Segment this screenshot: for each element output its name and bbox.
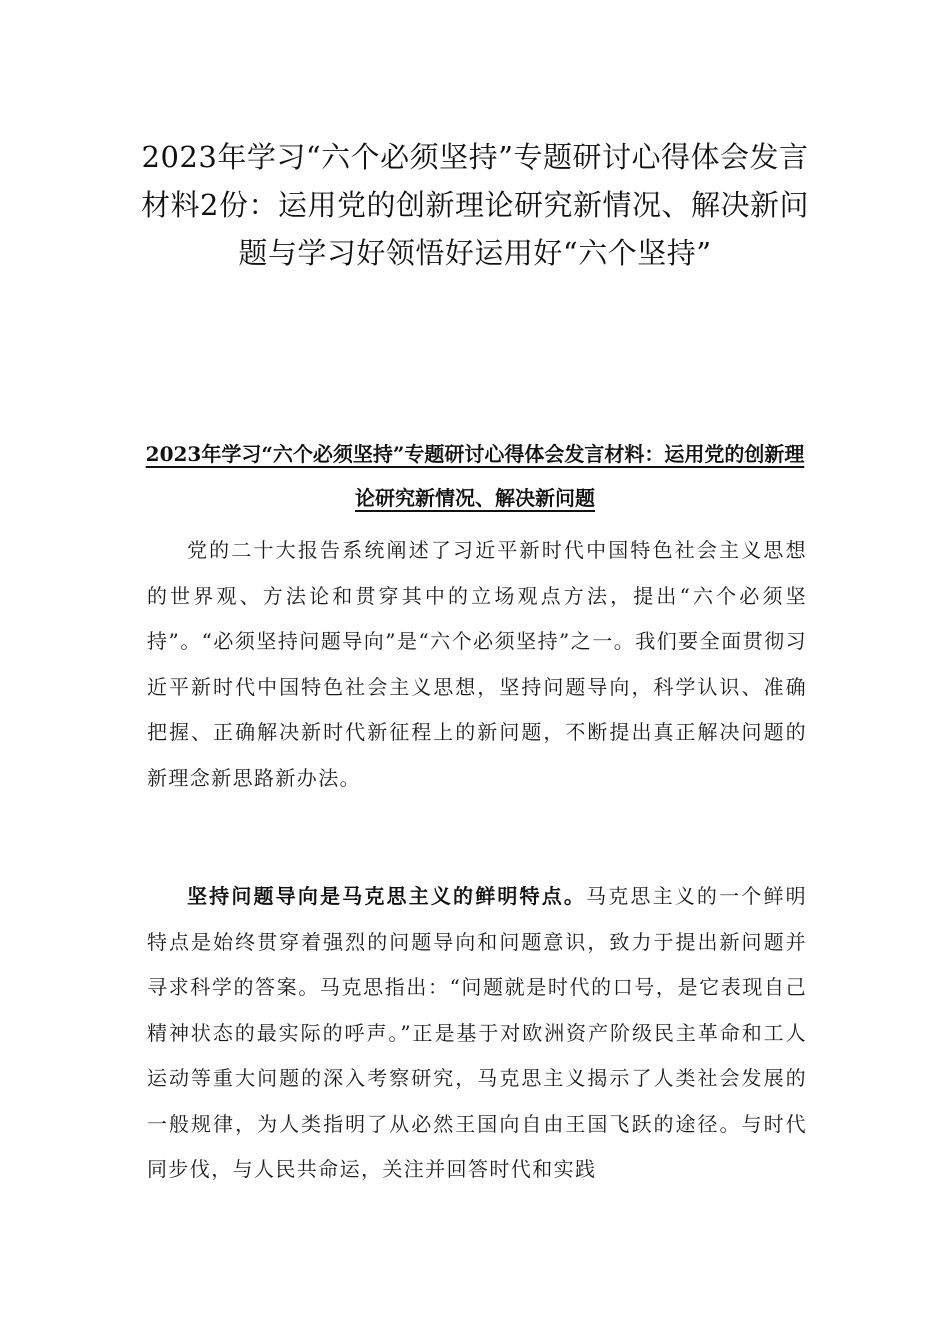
document-title: 2023年学习“六个必须坚持”专题研讨心得体会发言材料2份：运用党的创新理论研究新情况、解决新问题与学习好领悟好运用好“六个坚持”: [141, 140, 809, 270]
paragraph-problem-orientation: [147, 874, 807, 1193]
paragraph-intro: 党的二十大报告系统阐述了习近平新时代中国特色社会主义思想的世界观、方法论和贯穿其中的立场观点方法，提出“六个必须坚持”。“必须坚持问题导向”是“六个必须坚持”之一。我们要全面贯彻习近平新时代中国特色社会主义思想，坚持问题导向，科学认识、准确把握、正确解决新时代新征程上的新问题，不断提出真正解决问题的新理念新思路新办法。: [147, 538, 807, 790]
paragraph-lead-sentence: 坚持问题导向是马克思主义的鲜明特点。: [187, 884, 587, 908]
section-title: 2023年学习“六个必须坚持”专题研讨心得体会发言材料：运用党的创新理论研究新情况、解决新问题: [145, 442, 805, 510]
paragraph-body-text: 马克思主义的一个鲜明特点是始终贯穿着强烈的问题导向和问题意识，致力于提出新问题并寻求科学的答案。马克思指出：“问题就是时代的口号，是它表现自己精神状态的最实际的呼声。”正是基于对欧洲资产阶级民主革命和工人运动等重大问题的深入考察研究，马克思主义揭示了人类社会发展的一般规律，为人类指明了从必然王国向自由王国飞跃的途径。与时代同步伐，与人民共命运，关注并回答时代和实践: [147, 884, 808, 1181]
